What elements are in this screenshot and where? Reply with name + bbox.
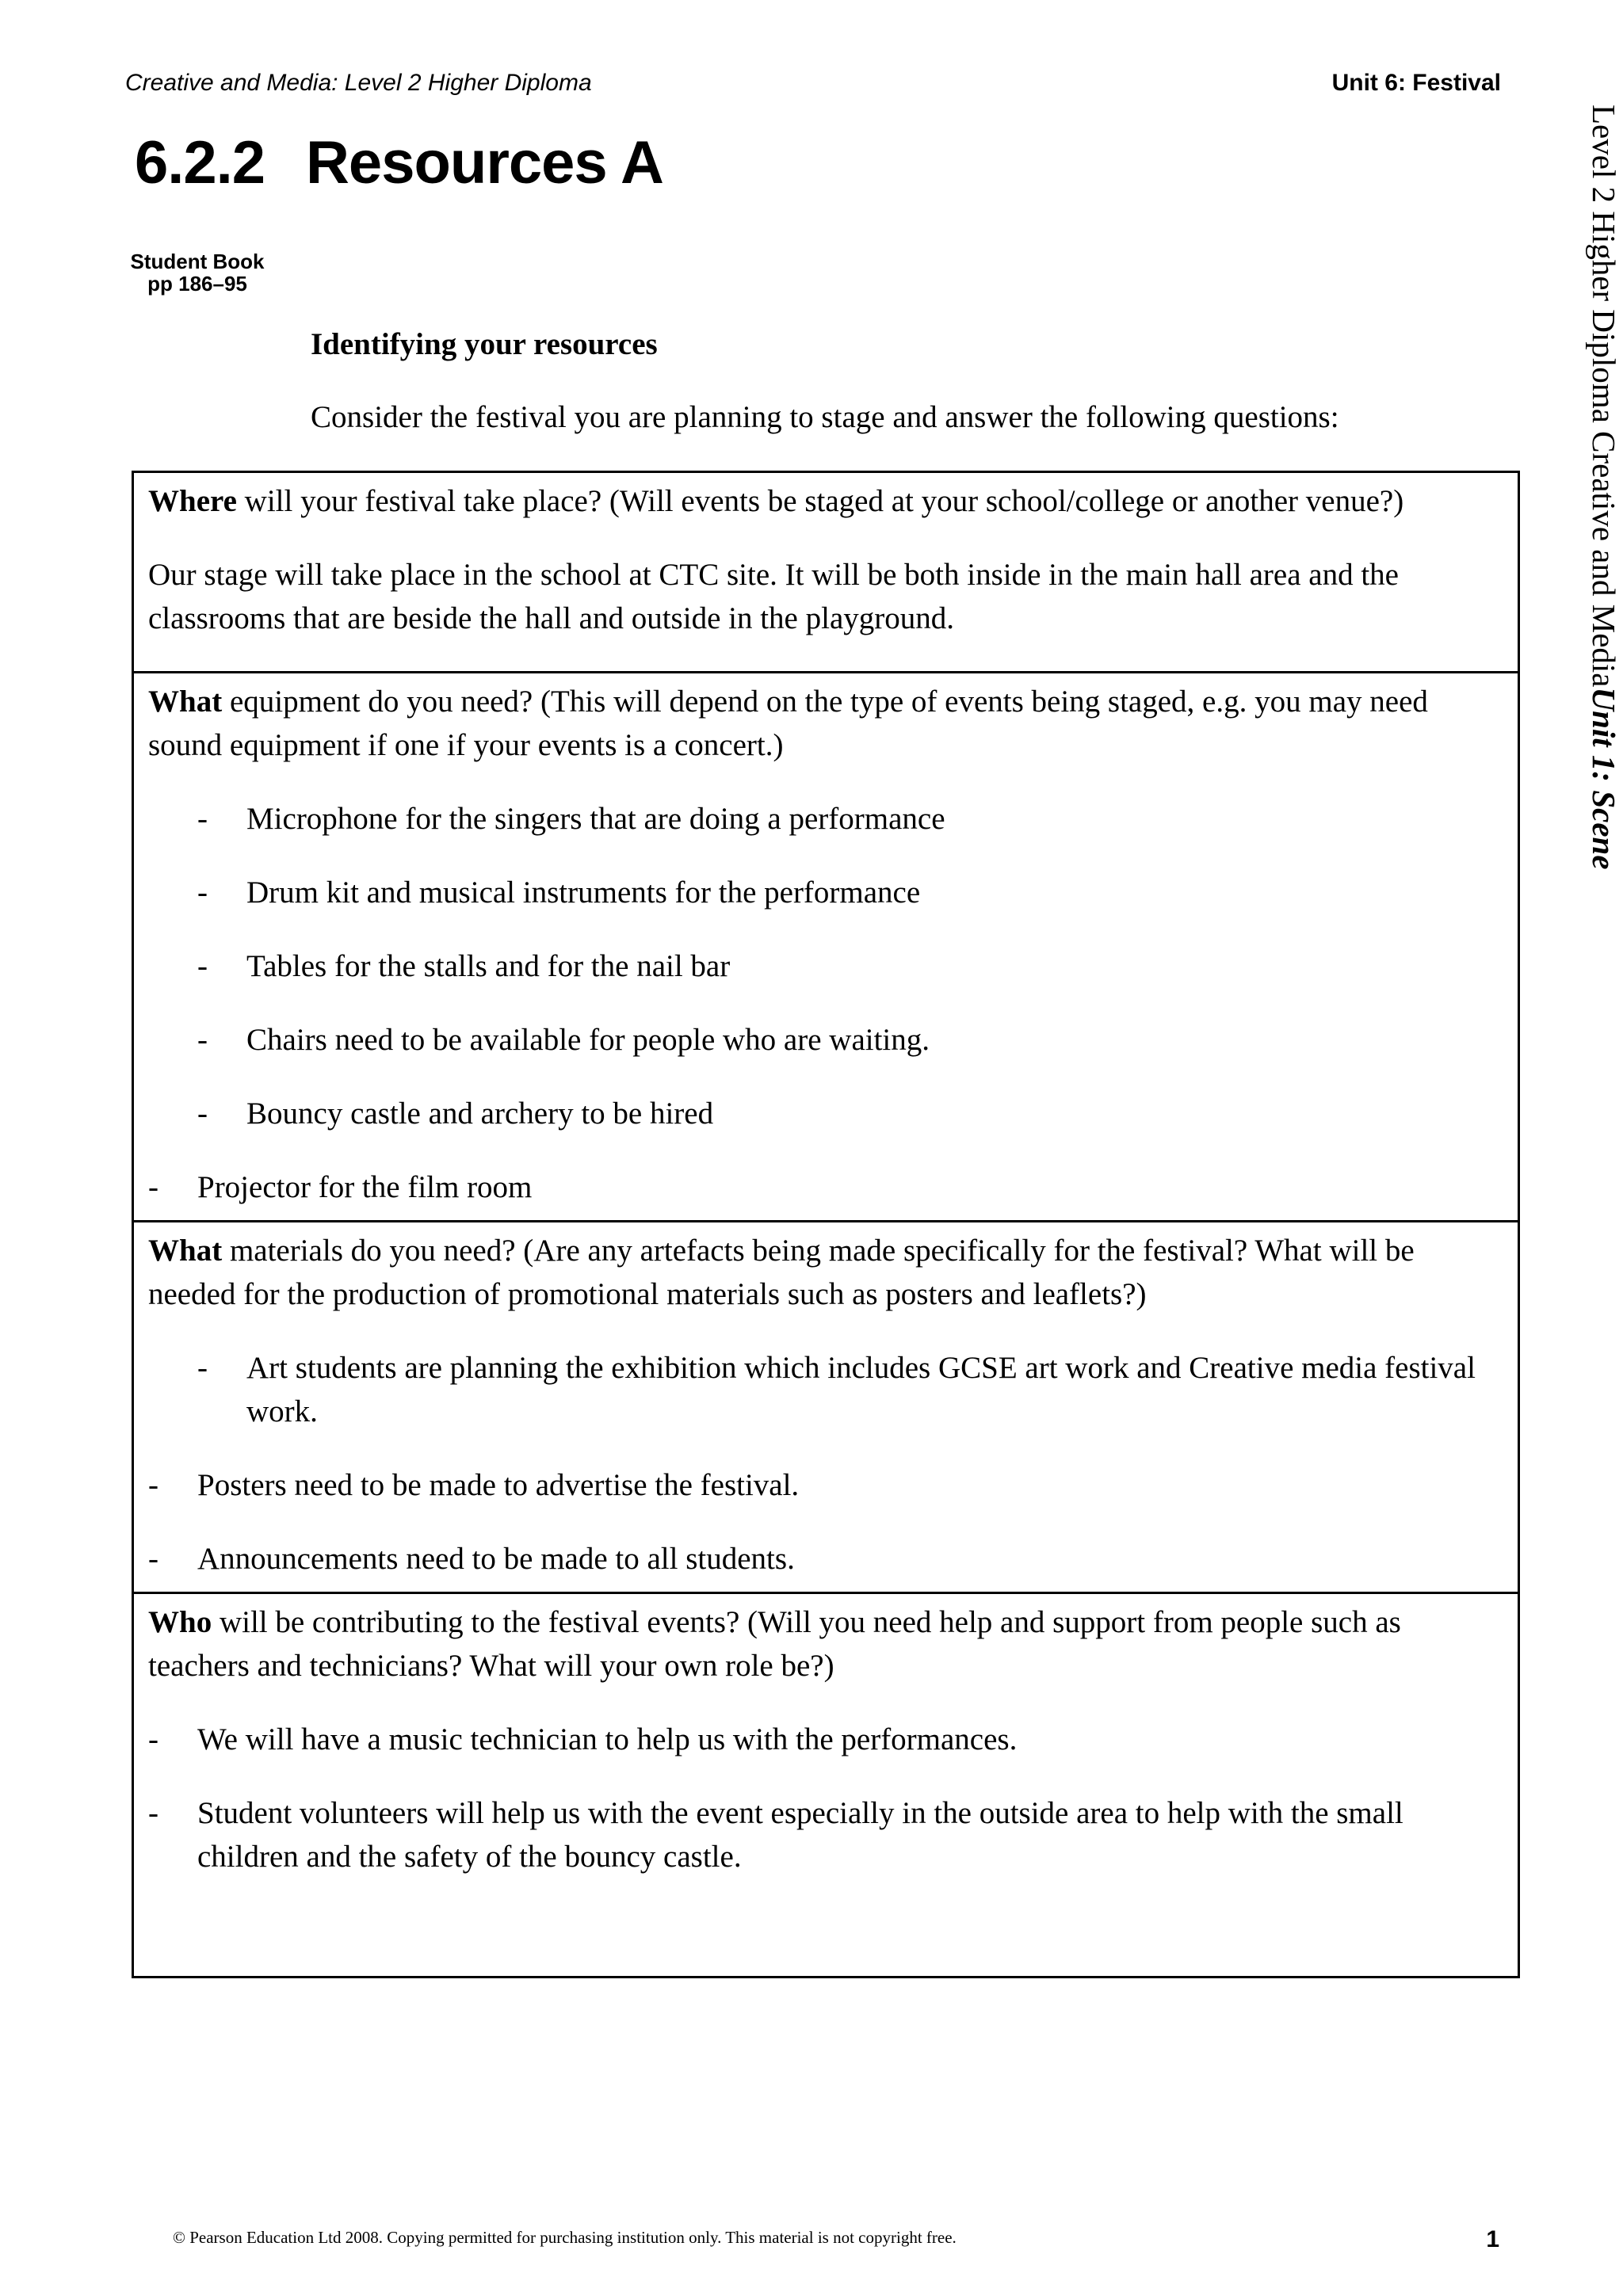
list-item bbox=[148, 944, 1503, 988]
page-title bbox=[135, 128, 663, 197]
question-equipment bbox=[148, 680, 1503, 767]
list-item bbox=[148, 1346, 1503, 1433]
question-text: will be contributing to the festival events? (Will you need help and support from people such as teachers and technicians? What will your own role be?) bbox=[148, 1605, 1401, 1683]
dash-marker: - bbox=[148, 1542, 158, 1576]
question-keyword: What bbox=[148, 685, 223, 719]
dash-marker: - bbox=[197, 875, 208, 910]
copyright-footer: © Pearson Education Ltd 2008. Copying permitted for purchasing institution only. This material is not copyright free. bbox=[173, 2228, 957, 2247]
list-item bbox=[148, 1463, 1503, 1507]
list-item-text: Projector for the film room bbox=[197, 1170, 533, 1204]
list-item-text: Tables for the stalls and for the nail bar bbox=[246, 949, 731, 983]
subheading: Identifying your resources bbox=[311, 327, 658, 361]
table-cell-who bbox=[133, 1593, 1519, 1978]
intro-text: Consider the festival you are planning to stage and answer the following questions: bbox=[311, 400, 1339, 434]
question-text: will your festival take place? (Will events be staged at your school/college or another venue?) bbox=[236, 484, 1404, 518]
list-item bbox=[148, 1092, 1503, 1135]
question-where bbox=[148, 479, 1503, 523]
dash-marker: - bbox=[148, 1468, 158, 1502]
question-keyword: What bbox=[148, 1234, 223, 1268]
header-unit-title: Unit 6: Festival bbox=[1331, 70, 1501, 96]
dash-marker: - bbox=[148, 1170, 158, 1204]
question-who bbox=[148, 1600, 1503, 1688]
list-item bbox=[148, 1018, 1503, 1062]
list-item-text: We will have a music technician to help us with the performances. bbox=[197, 1722, 1018, 1756]
student-book-pages: pp 186–95 bbox=[147, 272, 247, 296]
question-text: equipment do you need? (This will depend on the type of events being staged, e.g. you may need sound equipment if one if your events is a concert.) bbox=[148, 685, 1428, 762]
table-row-who bbox=[133, 1593, 1519, 1978]
page-number: 1 bbox=[1486, 2226, 1499, 2252]
question-keyword: Where bbox=[148, 484, 237, 518]
table-row-where bbox=[133, 472, 1519, 673]
dash-marker: - bbox=[197, 802, 208, 836]
list-item-text: Bouncy castle and archery to be hired bbox=[246, 1097, 714, 1131]
section-name: Resources A bbox=[306, 129, 663, 196]
table-row-materials bbox=[133, 1222, 1519, 1593]
list-item bbox=[148, 1718, 1503, 1761]
list-item-text: Posters need to be made to advertise the festival. bbox=[197, 1468, 800, 1502]
questions-table bbox=[132, 471, 1520, 1978]
side-text-italic: Unit 1: Scene bbox=[1586, 687, 1622, 870]
list-item-text: Microphone for the singers that are doing a performance bbox=[246, 802, 945, 836]
table-row-equipment bbox=[133, 673, 1519, 1222]
dash-marker: - bbox=[197, 949, 208, 983]
list-item bbox=[148, 1165, 1503, 1209]
list-item bbox=[148, 1537, 1503, 1581]
list-item bbox=[148, 797, 1503, 841]
question-materials bbox=[148, 1229, 1503, 1316]
table-cell-equipment bbox=[133, 673, 1519, 1222]
dash-marker: - bbox=[148, 1722, 158, 1756]
list-item-text: Announcements need to be made to all students. bbox=[197, 1542, 795, 1576]
question-keyword: Who bbox=[148, 1605, 212, 1639]
question-text: materials do you need? (Are any artefacts being made specifically for the festival? What will be needed for the production of promotional materials such as posters and leaflets?) bbox=[148, 1234, 1415, 1311]
header-course-title: Creative and Media: Level 2 Higher Diploma bbox=[125, 70, 592, 96]
dash-marker: - bbox=[197, 1351, 208, 1385]
list-item bbox=[148, 1791, 1503, 1878]
table-cell-where bbox=[133, 472, 1519, 673]
side-text-normal: Level 2 Higher Diploma Creative and Media bbox=[1586, 105, 1622, 688]
answer-where: Our stage will take place in the school at CTC site. It will be both inside in the main hall area and the classrooms that are beside the hall and outside in the playground. bbox=[148, 558, 1399, 635]
list-item-text: Student volunteers will help us with the event especially in the outside area to help with the small children and the safety of the bouncy castle. bbox=[197, 1796, 1403, 1874]
dash-marker: - bbox=[148, 1796, 158, 1830]
vertical-side-text bbox=[1585, 105, 1623, 870]
student-book-reference bbox=[122, 250, 273, 295]
student-book-label: Student Book bbox=[130, 250, 265, 273]
table-cell-materials bbox=[133, 1222, 1519, 1593]
list-item-text: Chairs need to be available for people who are waiting. bbox=[246, 1023, 930, 1057]
section-number: 6.2.2 bbox=[135, 129, 265, 196]
dash-marker: - bbox=[197, 1023, 208, 1057]
list-item bbox=[148, 871, 1503, 914]
list-item-text: Art students are planning the exhibition which includes GCSE art work and Creative media festival work. bbox=[246, 1351, 1476, 1428]
list-item-text: Drum kit and musical instruments for the performance bbox=[246, 875, 921, 910]
dash-marker: - bbox=[197, 1097, 208, 1131]
